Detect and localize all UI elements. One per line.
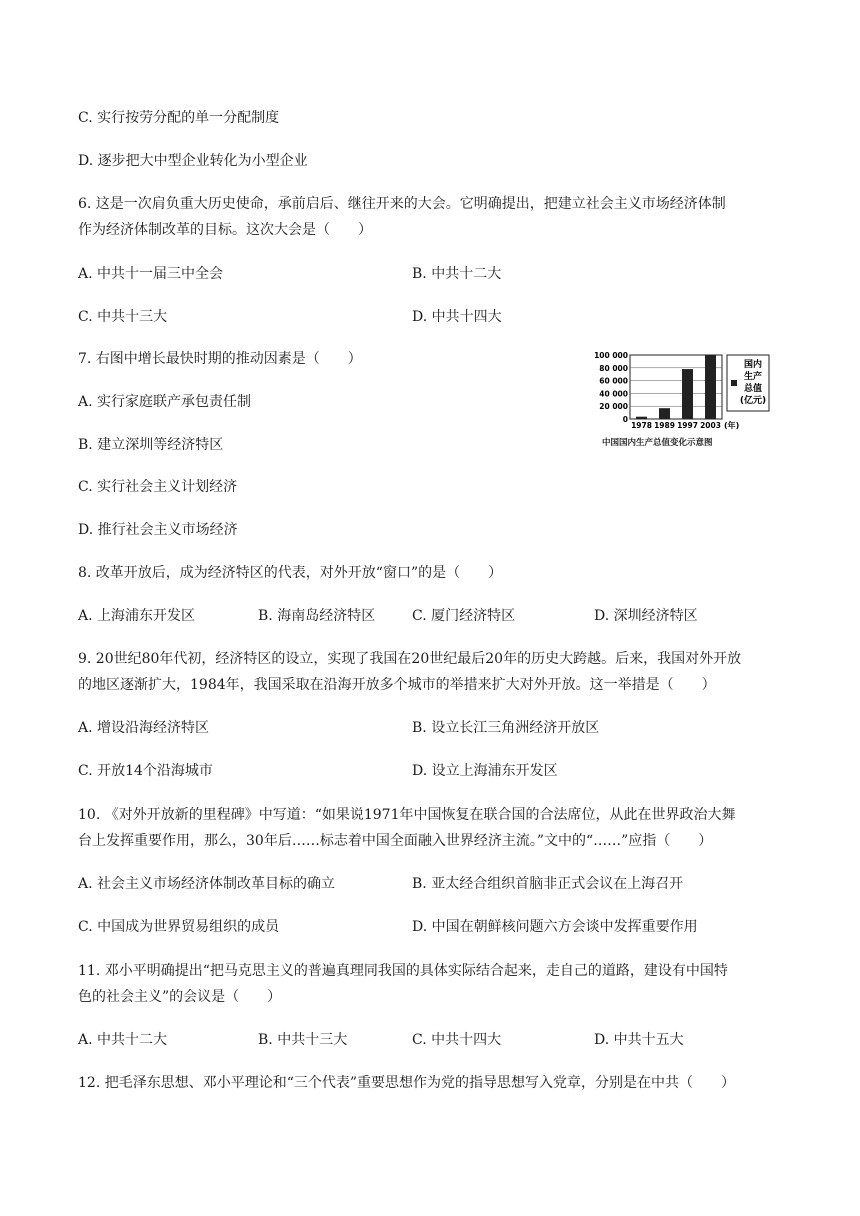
q11-option-c: C. 中共十四大: [412, 1032, 502, 1048]
q6-stem-line2: 作为经济体制改革的目标。这次大会是（ ）: [78, 222, 372, 238]
y-tick-label: 0: [622, 415, 628, 424]
q7-option-c: C. 实行社会主义计划经济: [78, 479, 238, 495]
y-tick-label: 20 000: [599, 402, 628, 412]
q6-option-a: A. 中共十一届三中全会: [78, 266, 224, 282]
q7-stem: 7. 右图中增长最快时期的推动因素是（ ）: [78, 351, 362, 367]
q11-option-b: B. 中共十三大: [258, 1032, 348, 1048]
x-tick-label: 2003: [700, 421, 721, 430]
q8-option-a: A. 上海浦东开发区: [78, 608, 196, 624]
y-tick-label: 80 000: [599, 363, 628, 373]
q7-option-d: D. 推行社会主义市场经济: [78, 522, 238, 538]
q12-stem: 12. 把毛泽东思想、邓小平理论和“三个代表”重要思想作为党的指导思想写入党章，分别是在中共（ ）: [78, 1075, 736, 1091]
q7-option-a: A. 实行家庭联产承包责任制: [78, 394, 252, 410]
q9-stem-line2: 的地区逐渐扩大，1984年，我国采取在沿海开放多个城市的举措来扩大对外开放。这一举措是（ ）: [78, 677, 716, 693]
q6-option-c: C. 中共十三大: [78, 309, 168, 325]
y-tick-label: 40 000: [599, 389, 628, 399]
gdp-chart: [590, 350, 775, 450]
legend-label-line: 国内: [743, 360, 763, 370]
bar-2003: [705, 355, 716, 419]
q9-stem-line1: 9. 20世纪80年代初，经济特区的设立，实现了我国在20世纪最后20年的历史大跨越。后来，我国对外开放: [78, 651, 742, 667]
q6-stem-line1: 6. 这是一次肩负重大历史使命，承前启后、继往开来的大会。它明确提出，把建立社会主义市场经济体制: [78, 196, 726, 212]
legend-label-line: (亿元): [739, 396, 767, 406]
q11-stem-line2: 色的社会主义”的会议是（ ）: [78, 989, 282, 1005]
q10-option-d: D. 中国在朝鲜核问题六方会谈中发挥重要作用: [412, 919, 698, 935]
q11-stem-line1: 11. 邓小平明确提出“把马克思主义的普遍真理同我国的具体实际结合起来，走自己的道路，建设有中国特: [78, 963, 728, 979]
bars: [636, 355, 716, 419]
q6-option-b: B. 中共十二大: [412, 266, 502, 282]
y-tick-label: 100 000: [594, 351, 628, 360]
q9-option-a: A. 增设沿海经济特区: [78, 720, 210, 736]
q9-option-b: B. 设立长江三角洲经济开放区: [412, 720, 600, 736]
q5-option-d: D. 逐步把大中型企业转化为小型企业: [78, 153, 308, 169]
q8-option-d: D. 深圳经济特区: [594, 608, 698, 624]
q9-option-d: D. 设立上海浦东开发区: [412, 763, 558, 779]
x-axis-ticks: [631, 421, 721, 430]
q11-option-d: D. 中共十五大: [594, 1032, 684, 1048]
q8-option-c: C. 厦门经济特区: [412, 608, 516, 624]
q10-option-a: A. 社会主义市场经济体制改革目标的确立: [78, 876, 336, 892]
q5-option-c: C. 实行按劳分配的单一分配制度: [78, 110, 280, 126]
q8-stem: 8. 改革开放后，成为经济特区的代表，对外开放“窗口”的是（ ）: [78, 565, 503, 581]
y-tick-label: 60 000: [599, 376, 628, 386]
x-tick-label: 1989: [654, 421, 675, 430]
legend-label-line: 生产: [743, 372, 763, 382]
q10-option-c: C. 中国成为世界贸易组织的成员: [78, 919, 280, 935]
bar-1997: [682, 369, 693, 419]
x-tick-label: 1978: [631, 421, 652, 430]
chart-caption: 中国国内生产总值变化示意图: [602, 438, 713, 448]
legend-text: [740, 358, 766, 406]
q11-option-a: A. 中共十二大: [78, 1032, 168, 1048]
gdp-chart-svg: [590, 350, 775, 434]
legend-label-line: 总值: [743, 384, 763, 394]
q10-option-b: B. 亚太经合组织首脑非正式会议在上海召开: [412, 876, 684, 892]
legend-swatch: [731, 380, 737, 386]
q10-stem-line2: 台上发挥重要作用，那么，30年后……标志着中国全面融入世界经济主流。”文中的“……”应指（ ）: [78, 833, 713, 849]
q10-stem-line1: 10. 《对外开放新的里程碑》中写道：“如果说1971年中国恢复在联合国的合法席位，从此在世界政治大舞: [78, 807, 736, 823]
bar-1989: [659, 408, 670, 419]
q8-option-b: B. 海南岛经济特区: [258, 608, 376, 624]
q9-option-c: C. 开放14个沿海城市: [78, 763, 213, 779]
y-axis-ticks: [594, 351, 628, 424]
bar-1978: [636, 417, 647, 419]
q6-option-d: D. 中共十四大: [412, 309, 502, 325]
x-axis-unit: (年): [724, 421, 740, 430]
x-tick-label: 1997: [677, 421, 698, 430]
q7-option-b: B. 建立深圳等经济特区: [78, 437, 224, 453]
